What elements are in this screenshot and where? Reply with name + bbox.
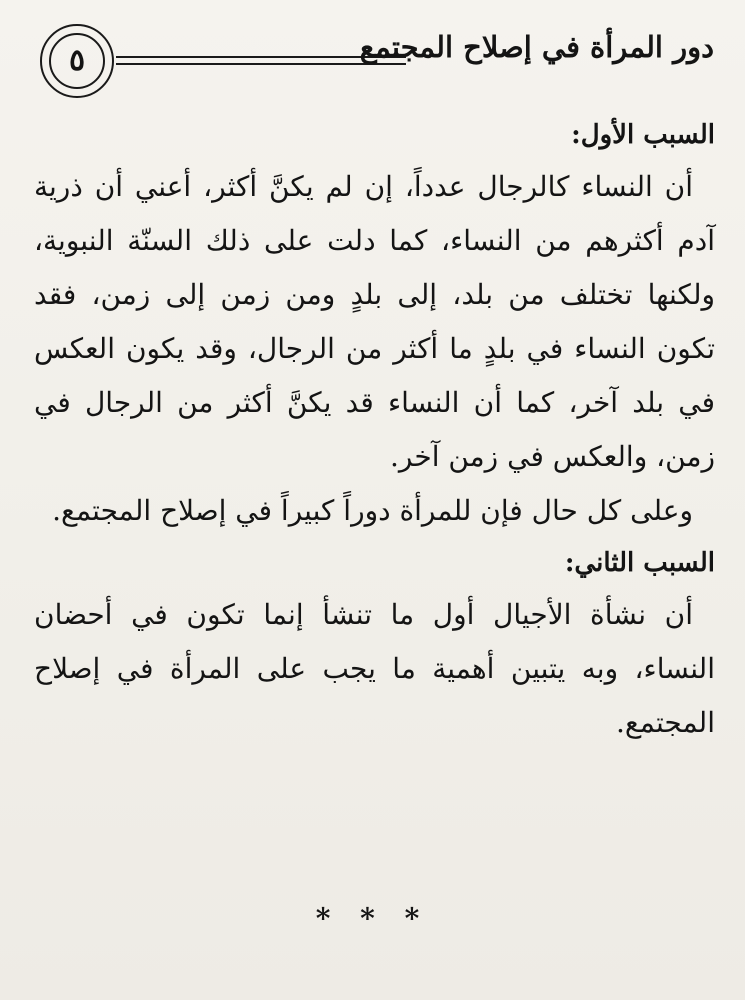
section-heading-first: السبب الأول:	[571, 120, 715, 150]
paragraph-second-reason: أن نشأة الأجيال أول ما تنشأ إنما تكون في أحضان النساء، وبه يتبين أهمية ما يجب على المرأة في إصلاح المجتمع.	[34, 598, 715, 739]
page-number-badge	[40, 24, 114, 98]
page-number: ٥	[49, 33, 105, 89]
paragraph-first-reason: أن النساء كالرجال عدداً، إن لم يكنَّ أكثر، أعني أن ذرية آدم أكثرهم من النساء، كما دلت على ذلك السنّة النبوية، ولكنها تختلف من بلد، إلى بلدٍ ومن زمن إلى زمن، فقد تكون النساء في بلدٍ ما أكثر من الرجال، وقد يكون العكس في بلد آخر، كما أن النساء قد يكنَّ أكثر من الرجال في زمن، والعكس في زمن آخر.	[34, 170, 715, 473]
paragraph-conclusion: وعلى كل حال فإن للمرأة دوراً كبيراً في إصلاح المجتمع.	[52, 494, 693, 527]
running-title: دور المرأة في إصلاح المجتمع	[359, 30, 714, 64]
page-body	[34, 110, 715, 750]
section-separator: * * *	[315, 902, 430, 935]
section-heading-second: السبب الثاني:	[564, 548, 715, 578]
page-header	[28, 22, 718, 108]
